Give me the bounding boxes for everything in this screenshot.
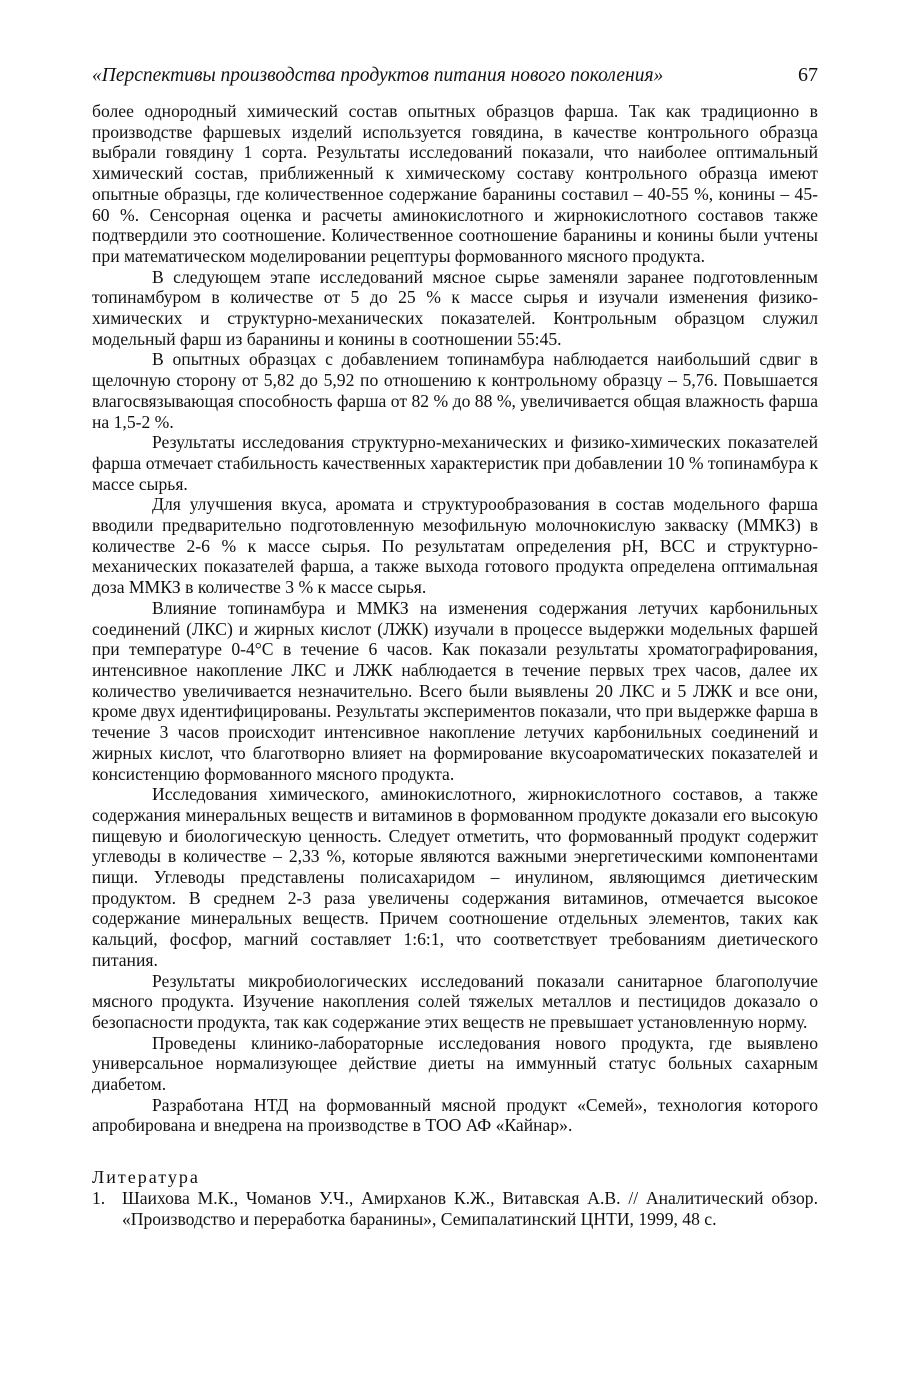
paragraph: Проведены клинико-лабораторные исследования нового продукта, где выявлено универсальное нормализующее действие диеты на иммунный статус больных сахарным диабетом.: [92, 1032, 818, 1095]
reference-number: 1.: [92, 1188, 106, 1209]
paragraph: Влияние топинамбура и ММКЗ на изменения содержания летучих карбонильных соединений (ЛКС) и жирных кислот (ЛЖК) изучали в процессе выдержки модельных фаршей при температуре 0-4°С в течение 6 часов. Как показали результаты хроматографирования, интенсивное накопление ЛКС и ЛЖК наблюдается в течение первых трех часов, далее их количество увеличивается незначительно. Всего были выявлены 20 ЛКС и 5 ЛЖК и все они, кроме двух идентифицированы. Результаты экспериментов показали, что при выдержке фарша в течение 3 часов происходит интенсивное накопление летучих карбонильных соединений и жирных кислот, что благотворно влияет на формирование вкусоароматических показателей и консистенцию формованного мясного продукта.: [92, 597, 818, 784]
paragraph: Результаты исследования структурно-механических и физико-химических показателей фарша отмечает стабильность качественных характеристик при добавлении 10 % топинамбура к массе сырья.: [92, 432, 818, 494]
paragraph: Разработана НТД на формованный мясной продукт «Семей», технология которого апробирована и внедрена на производстве в ТОО АФ «Кайнар».: [92, 1094, 818, 1136]
reference-item: [92, 1188, 818, 1229]
literature-heading: Литература: [92, 1167, 200, 1188]
reference-list: [92, 1188, 818, 1229]
page-number: 67: [798, 64, 818, 86]
paragraph: Для улучшения вкуса, аромата и структурообразования в состав модельного фарша вводили предварительно подготовленную мезофильную молочнокислую закваску (ММКЗ) в количестве 2-6 % к массе сырья. По результатам определения рН, ВСС и структурно-механических показателей фарша, а также выхода готового продукта определена оптимальная доза ММКЗ в количестве 3 % к массе сырья.: [92, 494, 818, 598]
paragraph: Исследования химического, аминокислотного, жирнокислотного составов, а также содержания минеральных веществ и витаминов в формованном продукте доказали его высокую пищевую и биологическую ценность. Следует отметить, что формованный продукт содержит углеводы в количестве – 2,33 %, которые являются важными энергетическими компонентами пищи. Углеводы представлены полисахаридом – инулином, являющимся диетическим продуктом. В среднем 2-3 раза увеличены содержания витаминов, отмечается высокое содержание минеральных веществ. Причем соотношение отдельных элементов, таких как кальций, фосфор, магний составляет 1:6:1, что соответствует требованиям диетического питания.: [92, 784, 818, 970]
running-header-title: «Перспективы производства продуктов питания нового поколения»: [92, 65, 664, 86]
paragraph: В опытных образцах с добавлением топинамбура наблюдается наибольший сдвиг в щелочную сторону от 5,82 до 5,92 по отношению к контрольному образцу – 5,76. Повышается влагосвязывающая способность фарша от 82 % до 88 %, увеличивается общая влажность фарша на 1,5-2 %.: [92, 349, 818, 432]
paragraph: более однородный химический состав опытных образцов фарша. Так как традиционно в производстве фаршевых изделий используется говядина, в качестве контрольного образца выбрали говядину 1 сорта. Результаты исследований показали, что наиболее оптимальный химический состав, приближенный к химическому составу контрольного образца имеют опытные образцы, где количественное содержание баранины составил – 40-55 %, конины – 45-60 %. Сенсорная оценка и расчеты аминокислотного и жирнокислотного составов также подтвердили это соотношение. Количественное соотношение баранины и конины были учтены при математическом моделировании рецептуры формованного мясного продукта.: [92, 101, 818, 266]
body-text: [92, 101, 818, 1136]
paragraph: Результаты микробиологических исследований показали санитарное благополучие мясного продукта. Изучение накопления солей тяжелых металлов и пестицидов доказало о безопасности продукта, так как содержание этих веществ не превышает установленную норму.: [92, 970, 818, 1032]
page: [92, 64, 818, 1230]
running-header: [92, 64, 818, 87]
reference-text: Шаихова М.К., Чоманов У.Ч., Амирханов К.Ж., Витавская А.В. // Аналитический обзор. «Производство и переработка баранины», Семипалатинский ЦНТИ, 1999, 48 с.: [122, 1188, 818, 1229]
paragraph: В следующем этапе исследований мясное сырье заменяли заранее подготовленным топинамбуром в количестве от 5 до 25 % к массе сырья и изучали изменения физико-химических и структурно-механических показателей. Контрольным образцом служил модельный фарш из баранины и конины в соотношении 55:45.: [92, 266, 818, 349]
